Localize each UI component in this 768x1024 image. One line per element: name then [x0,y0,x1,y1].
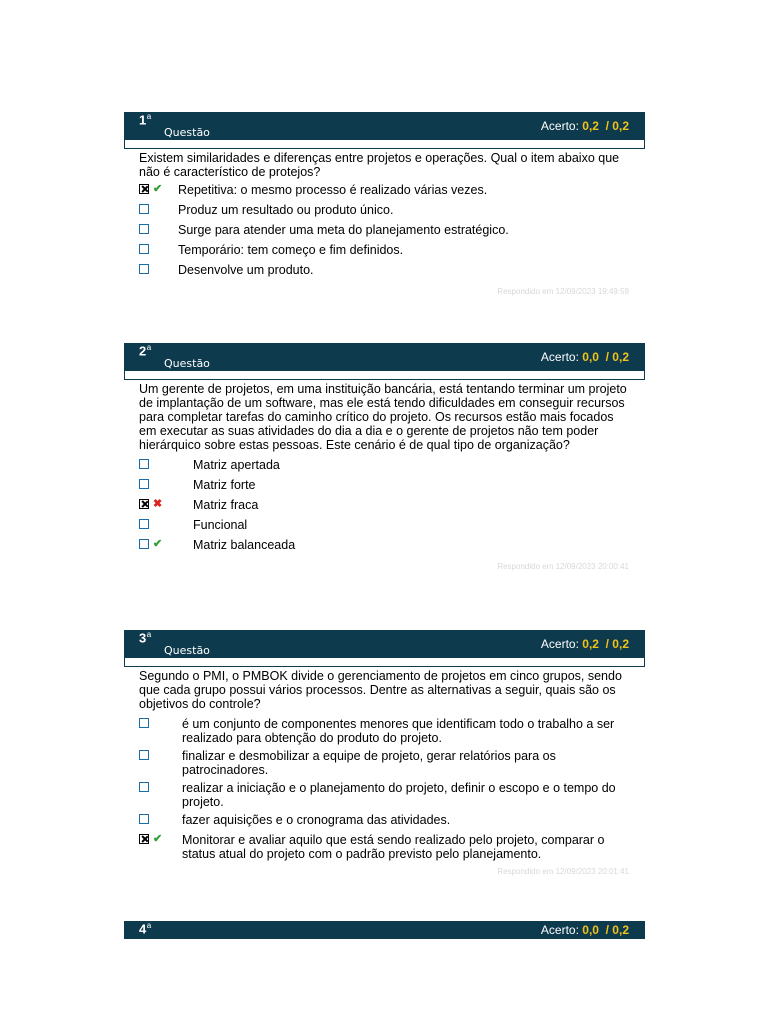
question-label: Questão [164,126,210,139]
question-number: 1$^a$ [139,112,152,128]
option-text: realizar a iniciação e o planejamento do projeto, definir o escopo e o tempo do projeto. [182,781,616,809]
option[interactable] [124,478,645,498]
option-text: fazer aquisições e o cronograma das atividades. [182,813,451,827]
score: Acerto: 0,0 / 0,2 [540,350,629,364]
option[interactable] [124,781,645,813]
question-label: Questão [164,644,210,657]
checkbox[interactable] [139,718,149,728]
checkbox[interactable] [139,539,149,549]
option[interactable] [124,833,645,863]
header-underline [124,658,645,667]
question-label: Questão [164,357,210,370]
option[interactable] [124,203,645,223]
question-number: 4$^a$ [139,921,152,937]
header-underline [124,371,645,380]
question-stem: Existem similaridades e diferenças entre projetos e operações. Qual o item abaixo que não é característico de protejos? [139,151,620,179]
question-3 [124,630,645,876]
option[interactable] [124,538,645,558]
question-1 [124,112,645,296]
question-header [124,343,645,371]
option-text: Repetitiva: o mesmo processo é realizado várias vezes. [178,183,488,197]
question-4 [124,921,645,939]
answer-timestamp: Respondido em 12/09/2023 19:49:59 [497,287,629,296]
score: Acerto: 0,2 / 0,2 [540,637,629,651]
checkbox[interactable] [139,204,149,214]
checkbox[interactable] [139,479,149,489]
option-text: Monitorar e avaliar aquilo que está sendo realizado pelo projeto, comparar o status atual do projeto com o padrão previsto pelo planejamento. [182,833,605,861]
option[interactable] [124,223,645,243]
option-text: Produz um resultado ou produto único. [178,203,394,217]
option-text: Surge para atender uma meta do planejamento estratégico. [178,223,509,237]
checked-checkbox[interactable] [139,834,149,844]
wrong-x-icon: ✖ [153,498,163,510]
question-header [124,112,645,140]
option-text: Funcional [193,518,248,532]
question-stem: Um gerente de projetos, em uma instituição bancária, está tentando terminar um projeto de implantação de um software, mas ele está tendo dificuldades em conseguir recursos para completar tarefas do caminho crítico do projeto. Os recursos estão mais focados em executar as suas atividades do dia a dia e o gerente de projetos não tem poder hierárquico sobre estas pessoas. Este cenário é de qual tipo de organização? [139,382,627,452]
options-list [124,458,645,558]
question-number: 3$^a$ [139,630,152,646]
score: Acerto: 0,2 / 0,2 [540,119,629,133]
question-2 [124,343,645,571]
header-underline [124,140,645,149]
option-text: Temporário: tem começo e fim definidos. [178,243,404,257]
option-text: Matriz balanceada [193,538,296,552]
option-text: Desenvolve um produto. [178,263,314,277]
checkbox[interactable] [139,750,149,760]
option[interactable] [124,183,645,203]
options-list [124,717,645,863]
options-list [124,183,645,283]
option[interactable] [124,263,645,283]
question-header [124,921,645,939]
checkbox[interactable] [139,814,149,824]
question-stem: Segundo o PMI, o PMBOK divide o gerenciamento de projetos em cinco grupos, sendo que cada grupo possui vários processos. Dentre as alternativas a seguir, quais são os objetivos do controle? [139,669,622,711]
checkbox[interactable] [139,264,149,274]
question-header [124,630,645,658]
option[interactable] [124,813,645,833]
checked-checkbox[interactable] [139,499,149,509]
option[interactable] [124,518,645,538]
checkbox[interactable] [139,244,149,254]
correct-check-icon: ✔ [153,538,163,550]
answer-timestamp: Respondido em 12/09/2023 20:01:41 [497,867,629,876]
checkbox[interactable] [139,224,149,234]
correct-check-icon: ✔ [153,833,163,845]
question-number: 2$^a$ [139,343,152,359]
option[interactable] [124,717,645,749]
option-text: é um conjunto de componentes menores que identificam todo o trabalho a ser realizado para obtenção do produto do projeto. [182,717,615,745]
option-text: finalizar e desmobilizar a equipe de projeto, gerar relatórios para os patrocinadores. [182,749,556,777]
correct-check-icon: ✔ [153,183,163,195]
checkbox[interactable] [139,782,149,792]
option-text: Matriz fraca [193,498,259,512]
answer-timestamp: Respondido em 12/09/2023 20:00:41 [497,562,629,571]
checkbox[interactable] [139,459,149,469]
checked-checkbox[interactable] [139,184,149,194]
option[interactable] [124,498,645,518]
option[interactable] [124,243,645,263]
score: Acerto: 0,0 / 0,2 [540,923,629,937]
option[interactable] [124,458,645,478]
option-text: Matriz forte [193,478,256,492]
option[interactable] [124,749,645,781]
checkbox[interactable] [139,519,149,529]
option-text: Matriz apertada [193,458,280,472]
